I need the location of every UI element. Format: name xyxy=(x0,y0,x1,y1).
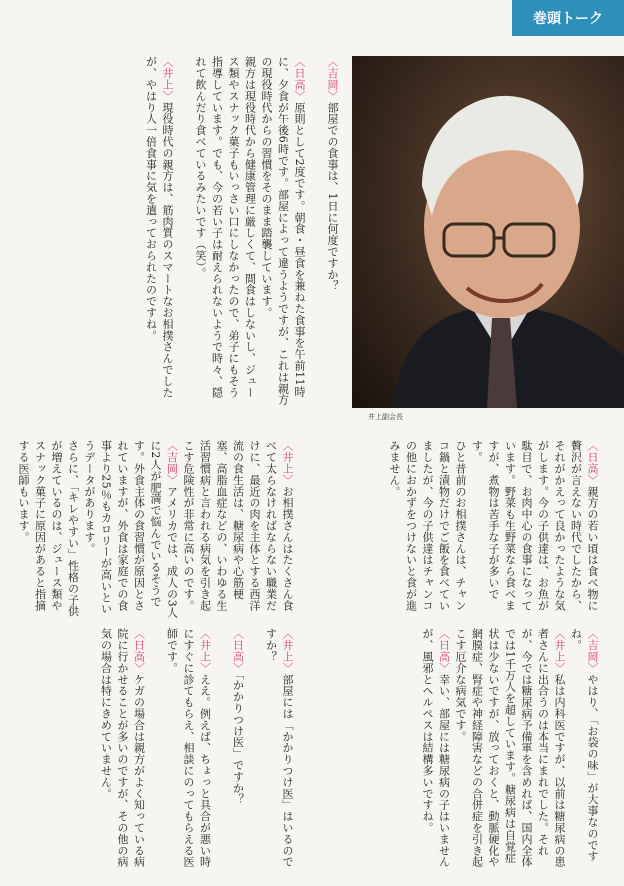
paragraph: 私は内科医ですが、以前は糖尿病の患者さんに出合うのは本当にまれでした。それが、今では糖尿病予備軍を含めれば、国内全体では1千万人を超しています。糖尿病は自覚症状は少ないですが、放っておくと、動脈硬化や網膜症、腎症や神経障害などの合併症を引き起こす厄介な病気です。 xyxy=(454,628,566,868)
paragraph: 部屋での食事は、1日に何度ですか？ xyxy=(326,101,339,292)
paragraph: やはり、「お袋の味」が大事なのですね。 xyxy=(569,628,599,862)
speaker-tag-yoshioka: 〈吉岡〉 xyxy=(586,628,599,674)
speaker-tag-hidaka: 〈日高〉 xyxy=(132,628,146,674)
paragraph: 親方は現役時代から健康管理に厳しくて、間食はしないし、ジュース類やスナック菓子もいっさい口にしなかったので、弟子にもそう指導しています。でも、今の若い子は耐えられないようで時々、隠れて飲んだり食べているみたいです（笑）。 xyxy=(194,56,257,398)
speaker-tag-inoue: 〈井上〉 xyxy=(281,440,294,486)
text-block-bottom-left xyxy=(20,628,295,868)
paragraph: アメリカでは、成人の3人に2人が肥満で悩んでいるそうです。外食主体の食習慣が原因とされていますが、外食は家庭での食事より25％もカロリーが高いというデータがあります。 xyxy=(83,440,179,619)
paragraph: ええ。例えば、ちょっと具合が悪い時にすぐに診てもらえ、相談にのってもらえる医師です。 xyxy=(165,628,212,868)
speaker-tag-yoshioka: 〈吉岡〉 xyxy=(326,56,339,102)
speaker-tag-inoue: 〈井上〉 xyxy=(161,56,174,102)
paragraph: 部屋には「かかりつけ医」はいるのですか？ xyxy=(264,628,294,868)
speaker-tag-inoue: 〈井上〉 xyxy=(553,628,566,674)
speaker-tag-hidaka: 〈日高〉 xyxy=(231,628,245,674)
text-block-top-left xyxy=(20,56,340,406)
paragraph: 原則として2度です。朝食・昼食を兼ねた食事を午前11時に、夕食が午後6時です。部屋によって違うようですが、これは親方の現役時代からの習慣をそのまま踏襲しています。 xyxy=(260,56,306,406)
speaker-tag-inoue: 〈井上〉 xyxy=(198,628,212,674)
photo-caption: 井上副会長 xyxy=(368,413,403,421)
speaker-tag-hidaka: 〈日高〉 xyxy=(586,440,599,486)
paragraph: ケガの場合は親方がよく知っている病院に行かせることが多いのですが、その他の病気の場合は特にきめていません。 xyxy=(99,628,146,868)
portrait-illustration xyxy=(352,56,624,408)
paragraph: 親方の若い頃は食べ物に贅沢が言えない時代でしたから、それがかえって良かったような気がします。今の子供達は、お魚が駄目で、お肉中心の食事になっています。野菜も生野菜なら食べますが、煮物は苦手な子が多いです。 xyxy=(470,440,599,612)
paragraph: ひと昔前のお相撲さんは、チャンコ鍋と漬物だけでご飯を食べていましたが、今の子供達はチャンコの他におかずをつけないと食が進みません。 xyxy=(388,440,467,611)
text-block-middle-left xyxy=(17,440,295,620)
text-block-bottom-right xyxy=(300,628,600,868)
portrait-photo xyxy=(352,56,624,408)
paragraph: さらに、「キレやすい」性格の子供が増えているのは、ジュース類やスナック菓子に原因があると指摘する医師もいます。 xyxy=(17,440,80,617)
speaker-tag-yoshioka: 〈吉岡〉 xyxy=(165,440,179,486)
paragraph: お相撲さんはたくさん食べて太らなければならない職業だけに、最近の肉を主体とする西洋流の食生活は、糖尿病や心筋梗塞、高脂血症などの、いわゆる生活習慣病と言われる病気を引き起こす危険性が非常に高いのです。 xyxy=(182,440,294,612)
paragraph: 現役時代の親方は、筋肉質のスマートなお相撲さんでしたが、やはり人一倍食事に気を遣っておられたのですね。 xyxy=(144,56,174,399)
paragraph: 幸い、部屋には糖尿病の子はいませんが、風邪とヘルペスは結構多いですね。 xyxy=(421,628,451,868)
paragraph: 「かかりつけ医」ですか？ xyxy=(231,673,245,805)
section-label-tab: 巻頭トーク xyxy=(512,0,624,36)
text-block-middle-right xyxy=(300,440,600,620)
speaker-tag-inoue: 〈井上〉 xyxy=(281,628,294,674)
speaker-tag-hidaka: 〈日高〉 xyxy=(437,628,451,674)
speaker-tag-hidaka: 〈日高〉 xyxy=(293,56,306,102)
